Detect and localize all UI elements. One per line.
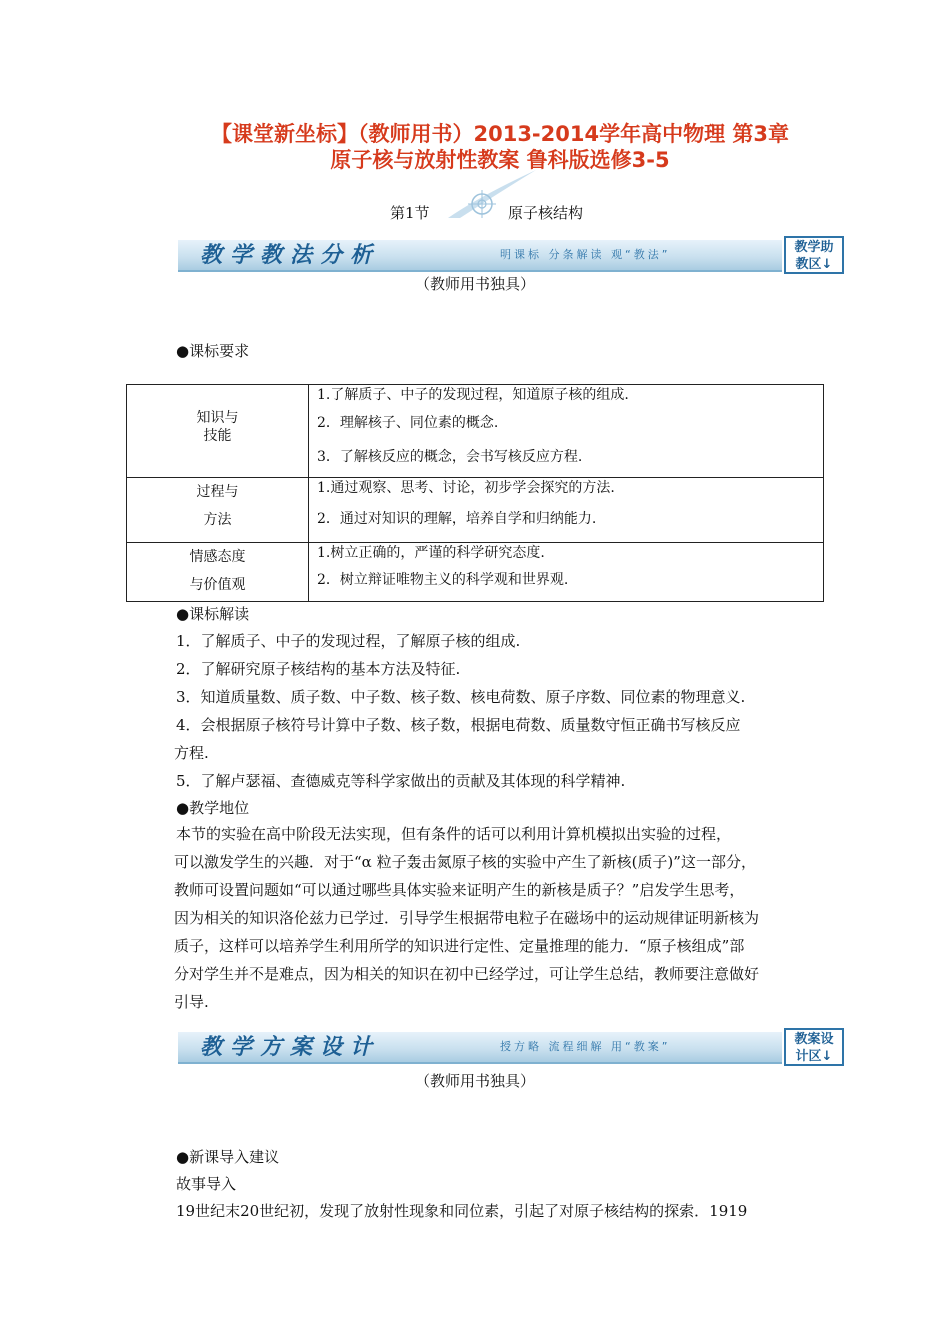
kebiao-label: ●课标要求 — [176, 342, 250, 360]
category-line1: 知识与 — [196, 410, 239, 426]
requirement-item: 2．通过对知识的理解，培养自学和归纳能力. — [317, 511, 597, 527]
category-line2: 技能 — [203, 428, 232, 444]
table-row — [127, 478, 824, 543]
items-cell — [309, 385, 824, 478]
section-name: 原子核结构 — [508, 204, 584, 222]
teaching-plan-banner — [178, 1028, 846, 1068]
teacher-only-note: （教师用书独具） — [414, 1072, 535, 1090]
list-item: 1．了解质子、中子的发现过程，了解原子核的组成. — [176, 632, 521, 650]
badge-line2: 计区↓ — [795, 1049, 833, 1064]
banner-badge — [784, 1028, 844, 1066]
badge-line2: 教区↓ — [795, 257, 833, 272]
list-item: 5．了解卢瑟福、查德威克等科学家做出的贡献及其体现的科学精神. — [176, 772, 626, 790]
badge-line1: 教案设 — [794, 1032, 834, 1047]
list-item: 4．会根据原子核符号计算中子数、核子数，根据电荷数、质量数守恒正确书写核反应 — [176, 716, 741, 734]
list-item: 方程. — [174, 744, 209, 762]
requirement-item: 1.了解质子、中子的发现过程，知道原子核的组成. — [317, 387, 629, 403]
items-cell — [309, 543, 824, 602]
teaching-analysis-banner — [178, 236, 846, 276]
banner-subtitle: 明课标 分条解读 观“教法” — [500, 248, 671, 261]
category-cell — [127, 385, 309, 478]
category-line2: 方法 — [203, 512, 232, 528]
document-title-line1: 【课堂新坐标】（教师用书）2013-2014学年高中物理 第3章 — [210, 122, 790, 146]
requirement-item: 2．理解核子、同位素的概念. — [317, 415, 499, 431]
list-item: 2．了解研究原子核结构的基本方法及特征. — [176, 660, 461, 678]
section-number: 第1节 — [390, 204, 430, 222]
position-paragraph — [176, 820, 836, 1016]
category-cell — [127, 543, 309, 602]
banner-subtitle: 授方略 流程细解 用“教案” — [500, 1040, 671, 1053]
paragraph-line: 分对学生并不是难点，因为相关的知识在初中已经学过，可让学生总结，教师要注意做好 — [174, 965, 760, 983]
items-cell — [309, 478, 824, 543]
banner-title: 教学教法分析 — [200, 242, 381, 268]
paragraph-line: 质子，这样可以培养学生利用所学的知识进行定性、定量推理的能力．“原子核组成”部 — [174, 937, 745, 955]
requirement-item: 1.通过观察、思考、讨论，初步学会探究的方法. — [317, 480, 615, 496]
requirement-item: 3．了解核反应的概念，会书写核反应方程. — [317, 449, 583, 465]
paragraph-line: 可以激发学生的兴趣．对于“α 粒子轰击氮原子核的实验中产生了新核(质子)”这一部分， — [174, 853, 756, 871]
jiedu-label: ●课标解读 — [176, 605, 250, 623]
list-item: 3．知道质量数、质子数、中子数、核子数、核电荷数、原子序数、同位素的物理意义. — [176, 688, 746, 706]
paragraph-line: 引导. — [174, 993, 209, 1011]
banner-title: 教学方案设计 — [200, 1034, 381, 1060]
intro-label: ●新课导入建议 — [176, 1148, 280, 1166]
position-label: ●教学地位 — [176, 799, 250, 817]
interpretation-list — [176, 627, 826, 795]
category-line1: 过程与 — [196, 484, 239, 500]
story-label: 故事导入 — [176, 1175, 237, 1193]
requirement-item: 2．树立辩证唯物主义的科学观和世界观. — [317, 572, 569, 588]
requirement-item: 1.树立正确的，严谨的科学研究态度. — [317, 545, 545, 561]
paragraph-line: 因为相关的知识洛伦兹力已学过．引导学生根据带电粒子在磁场中的运动规律证明新核为 — [174, 909, 760, 927]
banner-badge — [784, 236, 844, 274]
story-text: 19世纪末20世纪初，发现了放射性现象和同位素，引起了对原子核结构的探索．1919 — [176, 1202, 748, 1220]
table-row — [127, 543, 824, 602]
category-cell — [127, 478, 309, 543]
category-line2: 与价值观 — [189, 577, 246, 593]
table-row — [127, 385, 824, 478]
paragraph-line: 本节的实验在高中阶段无法实现，但有条件的话可以利用计算机模拟出实验的过程， — [176, 825, 732, 843]
badge-line1: 教学助 — [794, 240, 834, 255]
category-line1: 情感态度 — [189, 549, 246, 565]
document-title-line2: 原子核与放射性教案 鲁科版选修3-5 — [330, 148, 670, 172]
requirements-table — [126, 384, 824, 602]
teacher-only-note: （教师用书独具） — [414, 275, 535, 293]
paragraph-line: 教师可设置问题如“可以通过哪些具体实验来证明产生的新核是质子？”启发学生思考， — [174, 881, 745, 899]
